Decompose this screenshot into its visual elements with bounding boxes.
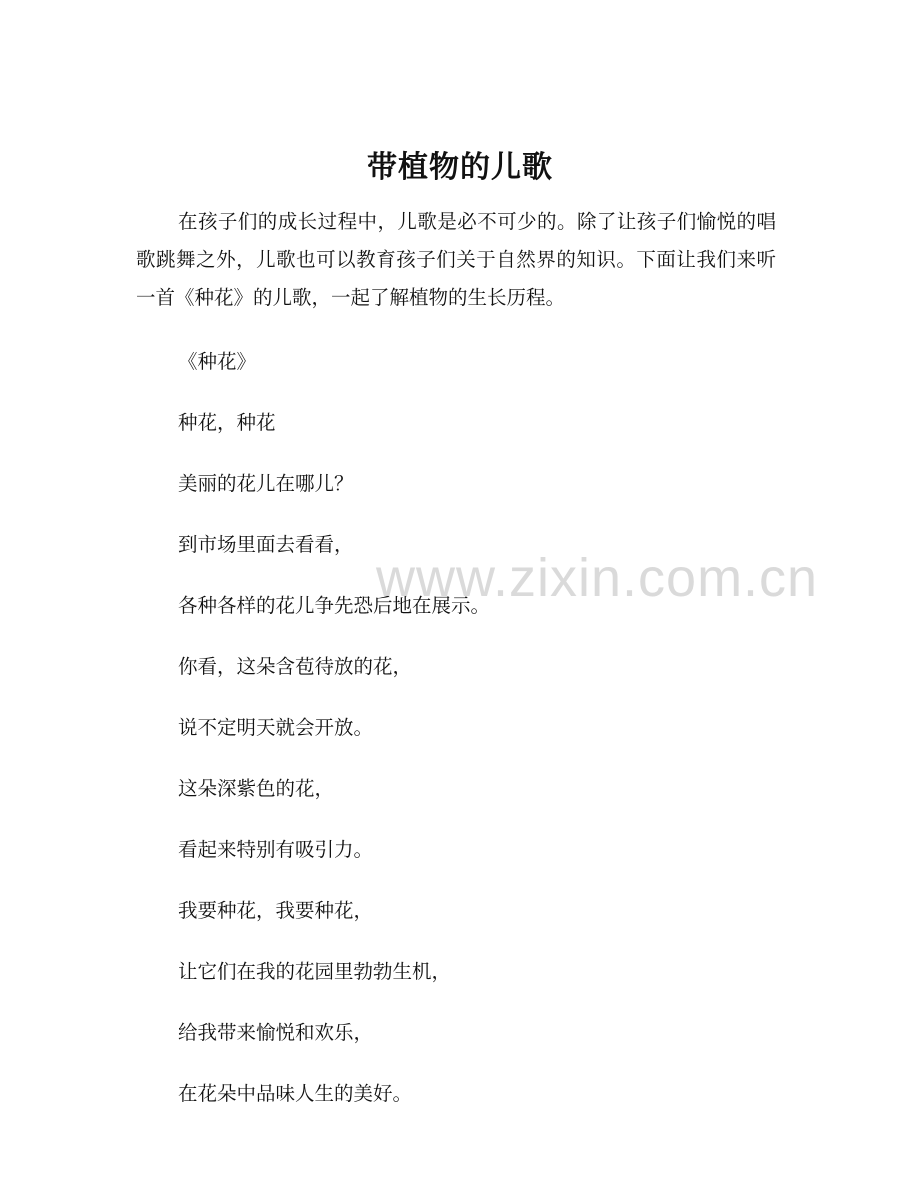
poem-line: 到市场里面去看看，	[178, 533, 354, 556]
poem-title: 《种花》	[178, 350, 257, 373]
poem-line: 这朵深紫色的花，	[178, 777, 335, 800]
poem-line: 我要种花，我要种花，	[178, 899, 374, 922]
document-title: 带植物的儿歌	[367, 150, 553, 185]
poem-line: 说不定明天就会开放。	[178, 716, 374, 739]
watermark: www.zixin.com.cn	[376, 548, 819, 608]
poem-line: 各种各样的花儿争先恐后地在展示。	[178, 594, 491, 617]
intro-paragraph: 在孩子们的成长过程中，儿歌是必不可少的。除了让孩子们愉悦的唱歌跳舞之外，儿歌也可以教育孩子们关于自然界的知识。下面让我们来听一首《种花》的儿歌，一起了解植物的生长历程。	[136, 210, 776, 309]
poem-line: 在花朵中品味人生的美好。	[178, 1082, 413, 1105]
poem-line: 美丽的花儿在哪儿？	[178, 472, 354, 495]
poem-line: 给我带来愉悦和欢乐，	[178, 1021, 374, 1044]
poem-line: 种花，种花	[178, 411, 276, 434]
poem-line: 看起来特别有吸引力。	[178, 838, 374, 861]
poem-line: 你看，这朵含苞待放的花，	[178, 655, 413, 678]
poem	[178, 344, 490, 1137]
poem-line: 让它们在我的花园里勃勃生机，	[178, 960, 452, 983]
